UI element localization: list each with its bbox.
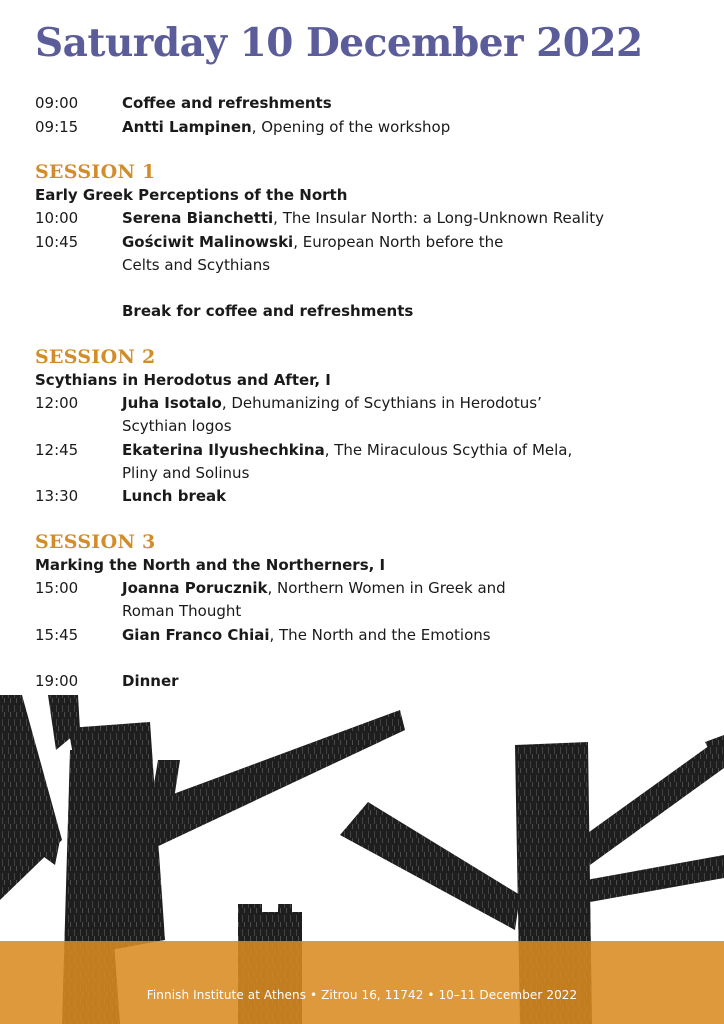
talk-title: , The Insular North: a Long-Unknown Reality <box>273 209 605 227</box>
schedule-row <box>35 624 491 647</box>
schedule-row <box>35 392 542 415</box>
session-subtitle: Scythians in Herodotus and After, I <box>35 371 331 389</box>
talk-title: , The Miraculous Scythia of Mela, <box>324 441 573 459</box>
talk-title-continuation: Celts and Scythians <box>122 256 271 274</box>
schedule-row <box>35 231 503 254</box>
schedule-row <box>35 92 332 115</box>
time-label: 10:45 <box>35 233 79 251</box>
time-label: 09:15 <box>35 118 79 136</box>
talk-title: , The North and the Emotions <box>269 626 491 644</box>
time-label: 15:00 <box>35 579 79 597</box>
time-label: 10:00 <box>35 209 79 227</box>
talk-title-continuation: Scythian logos <box>122 417 232 435</box>
schedule-row <box>35 485 226 508</box>
time-label: 13:30 <box>35 487 79 505</box>
item-name: Lunch break <box>122 487 227 505</box>
talk-title: , Northern Women in Greek and <box>267 579 506 597</box>
footer-band <box>0 941 724 1024</box>
speaker-name: Serena Bianchetti <box>122 209 274 227</box>
speaker-name: Ekaterina Ilyushechkina <box>122 441 325 459</box>
schedule-row <box>35 207 604 230</box>
speaker-name: Antti Lampinen <box>122 118 252 136</box>
schedule-row <box>35 577 506 600</box>
session-heading: SESSION 3 <box>35 531 156 553</box>
page-title: Saturday 10 December 2022 <box>35 20 643 66</box>
schedule-row <box>35 439 572 462</box>
item-name: Dinner <box>122 672 179 690</box>
session-heading: SESSION 2 <box>35 346 156 368</box>
speaker-name: Joanna Porucznik <box>122 579 268 597</box>
time-label: 19:00 <box>35 672 79 690</box>
speaker-name: Gian Franco Chiai <box>122 626 270 644</box>
item-name: Coffee and refreshments <box>122 94 332 112</box>
schedule-row <box>35 116 450 139</box>
speaker-name: Juha Isotalo <box>122 394 222 412</box>
time-label: 12:00 <box>35 394 79 412</box>
session-heading: SESSION 1 <box>35 161 156 183</box>
talk-title-continuation: Pliny and Solinus <box>122 464 250 482</box>
footer-text: Finnish Institute at Athens • Zitrou 16, 11742 • 10–11 December 2022 <box>146 988 578 1002</box>
speaker-name: Gościwit Malinowski <box>122 233 294 251</box>
session-subtitle: Marking the North and the Northerners, I <box>35 556 386 574</box>
talk-title: , Dehumanizing of Scythians in Herodotus’ <box>221 394 542 412</box>
break-label: Break for coffee and refreshments <box>122 302 414 320</box>
talk-title: , Opening of the workshop <box>251 118 451 136</box>
talk-title-continuation: Roman Thought <box>122 602 242 620</box>
talk-title: , European North before the <box>293 233 504 251</box>
time-label: 15:45 <box>35 626 79 644</box>
time-label: 12:45 <box>35 441 79 459</box>
session-subtitle: Early Greek Perceptions of the North <box>35 186 348 204</box>
time-label: 09:00 <box>35 94 79 112</box>
